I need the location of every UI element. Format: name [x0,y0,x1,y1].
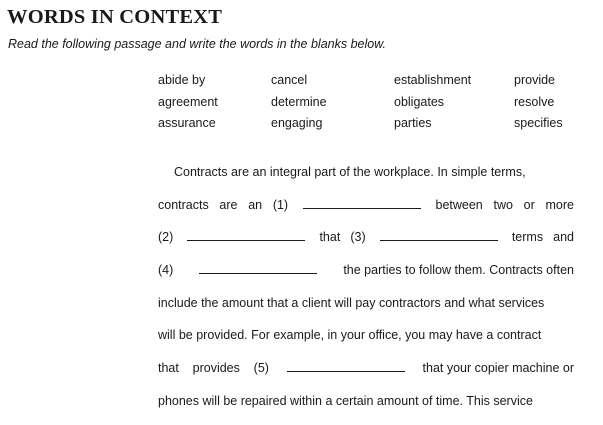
blank-2[interactable] [187,228,305,241]
passage-line [158,228,574,261]
word-bank-word: agreement [158,94,218,109]
word-bank-word: establishment [394,73,472,87]
passage-line [158,359,574,392]
passage-text: Contracts are an integral part of the workplace. In simple terms, [174,165,526,179]
blank-5[interactable] [287,359,405,372]
word-bank-word: assurance [158,116,216,130]
passage-line [158,294,574,327]
blank-1[interactable] [303,196,421,209]
blank-3[interactable] [380,228,498,241]
passage-word: an [248,197,263,212]
passage-word: between [435,197,483,212]
blank-number: (5) [253,361,269,376]
passage-line [158,261,574,294]
passage-text: the parties to follow them. Contracts often [343,263,574,278]
word-bank-word: determine [271,94,327,109]
word-bank-column [271,72,327,137]
page-title: WORDS IN CONTEXT [7,6,223,28]
blank-number: (1) [272,197,289,212]
passage [158,163,574,425]
passage-text: that your copier machine or [422,361,574,376]
word-bank [158,72,578,138]
blank-number: (3) [350,230,366,245]
passage-word: and [553,230,574,245]
passage-word: two [493,197,513,212]
word-bank-column [514,72,563,137]
passage-word: that [158,361,179,376]
word-bank-word: engaging [271,116,323,130]
passage-line [158,326,574,359]
word-bank-word: resolve [514,94,555,109]
word-bank-column [158,72,218,137]
instructions: Read the following passage and write the words in the blanks below. [8,37,387,51]
blank-number: (4) [158,263,174,278]
passage-word: that [319,230,341,245]
passage-word: more [545,197,574,212]
passage-word: are [219,197,238,212]
passage-line [158,196,574,229]
passage-text: phones will be repaired within a certain amount of time. This service [158,393,533,408]
word-bank-word: provide [514,73,555,87]
passage-text: will be provided. For example, in your office, you may have a contract [158,328,542,343]
word-bank-word: abide by [158,73,206,87]
passage-word: provides [192,361,240,376]
blank-4[interactable] [199,261,317,274]
passage-line [158,163,574,196]
word-bank-column [394,72,471,137]
word-bank-word: obligates [394,94,445,109]
word-bank-word: specifies [514,116,563,130]
passage-line [158,392,574,425]
blank-number: (2) [158,230,174,245]
passage-word: or [523,197,535,212]
word-bank-word: parties [394,116,432,130]
passage-word: terms [511,230,544,245]
passage-word: contracts [158,197,209,212]
word-bank-word: cancel [271,73,308,87]
passage-text: include the amount that a client will pay contractors and what services [158,295,545,310]
